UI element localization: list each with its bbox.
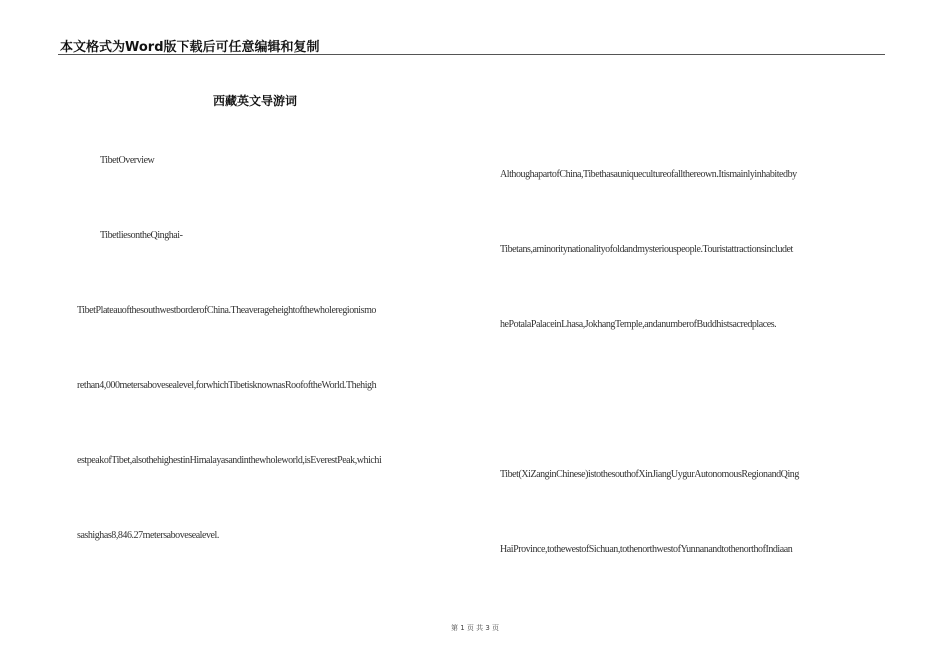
right-paragraph-line: HaiProvince,tothewestofSichuan,tothenorthwestofYunnanandtothenorthofIndiaan (500, 544, 793, 555)
document-title: 西藏英文导游词 (213, 94, 298, 108)
right-paragraph-line: hePotalaPalaceinLhasa,JokhangTemple,andanumberofBuddhistsacredplaces. (500, 319, 777, 330)
right-paragraph-line: AlthoughapartofChina,Tibethasauniquecultureofallthereown.Itismainlyinhabitedby (500, 169, 797, 180)
left-paragraph-line: TibetliesontheQinghai- (100, 230, 183, 241)
left-paragraph-line: TibetPlateauofthesouthwestborderofChina.Theaverageheightofthewholeregionismo (77, 305, 376, 316)
left-paragraph-line: rethan4,000metersabovesealevel,forwhichTibetisknownasRoofoftheWorld.Thehigh (77, 380, 377, 391)
page-number-footer: 第 1 页 共 3 页 (450, 624, 500, 632)
left-paragraph-line: estpeakofTibet,alsothehighestinHimalayasandinthewholeworld,isEverestPeak,whichi (77, 455, 382, 466)
right-paragraph-line: Tibetans,aminoritynationalityofoldandmysteriouspeople.Touristattractionsincludet (500, 244, 793, 255)
left-paragraph-line: sashighas8,846.27metersabovesealevel. (77, 530, 219, 541)
page-header (58, 36, 885, 55)
right-paragraph-line: Tibet(XiZanginChinese)istothesouthofXinJiangUygurAutonomousRegionandQing (500, 469, 799, 480)
header-text: 本文格式为Word版下载后可任意编辑和复制 (60, 40, 320, 55)
left-paragraph-line: TibetOverview (100, 155, 155, 166)
